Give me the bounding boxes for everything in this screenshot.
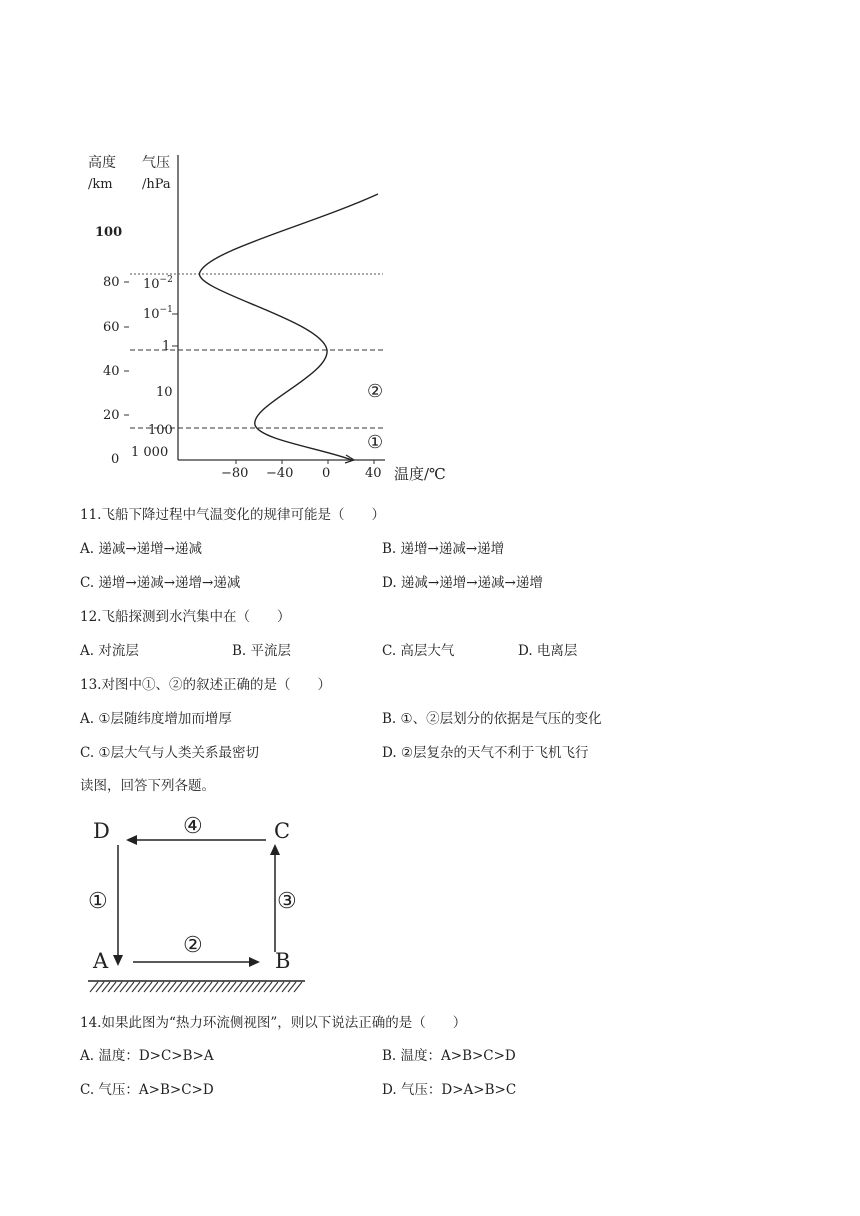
pressure-tick-10: 10 <box>156 385 173 400</box>
q11-option-c[interactable]: C. 递增→递减→递增→递减 <box>80 575 241 591</box>
height-tick-20: 20 <box>103 408 120 423</box>
q13-option-b[interactable]: B. ①、②层划分的依据是气压的变化 <box>382 711 602 727</box>
temp-tick-0: 0 <box>322 466 331 481</box>
question-13-stem: 13.对图中①、②的叙述正确的是（ ） <box>80 677 331 693</box>
question-14-stem: 14.如果此图为“热力环流侧视图”，则以下说法正确的是（ ） <box>80 1015 467 1031</box>
q13-option-a[interactable]: A. ①层随纬度增加而增厚 <box>80 711 232 727</box>
q11-option-b[interactable]: B. 递增→递减→递增 <box>382 541 505 557</box>
temp-tick-40: 40 <box>365 466 382 481</box>
q11-option-a[interactable]: A. 递减→递增→递减 <box>80 541 202 557</box>
layer-marker-2: ② <box>367 381 384 402</box>
q12-option-d[interactable]: D. 电离层 <box>518 643 578 659</box>
q12-option-b[interactable]: B. 平流层 <box>232 643 292 659</box>
corner-b: B <box>275 949 291 973</box>
pressure-axis-title-line2: /hPa <box>142 177 171 192</box>
corner-d: D <box>93 819 110 843</box>
temperature-curve <box>199 194 378 460</box>
corner-c: C <box>274 819 291 843</box>
pressure-tick-1e-2: $10^{-2}$ <box>143 275 173 292</box>
pressure-axis-title-line1: 气压 <box>142 155 170 171</box>
height-tick-60: 60 <box>103 320 120 335</box>
atmosphere-structure-figure <box>78 145 470 490</box>
question-11-stem: 11.飞船下降过程中气温变化的规律可能是（ ） <box>80 507 385 523</box>
height-tick-80: 80 <box>103 275 120 290</box>
arrow-label-2: ② <box>183 933 203 958</box>
q12-option-c[interactable]: C. 高层大气 <box>382 643 455 659</box>
arrow-label-1: ① <box>88 889 108 914</box>
height-tick-40: 40 <box>103 364 120 379</box>
q14-option-c[interactable]: C. 气压：A>B>C>D <box>80 1082 214 1098</box>
q11-option-d[interactable]: D. 递减→递增→递减→递增 <box>382 575 543 591</box>
height-tick-100: 100 <box>95 225 123 240</box>
thermal-circulation-figure <box>82 808 310 998</box>
q12-option-a[interactable]: A. 对流层 <box>80 643 139 659</box>
arrow-label-3: ③ <box>277 889 297 914</box>
layer-marker-1: ① <box>367 432 384 453</box>
q14-option-d[interactable]: D. 气压：D>A>B>C <box>382 1082 517 1098</box>
height-axis-title-line1: 高度 <box>88 155 116 171</box>
question-12-stem: 12.飞船探测到水汽集中在（ ） <box>80 609 291 625</box>
pressure-tick-100: 100 <box>148 423 173 438</box>
q14-option-b[interactable]: B. 温度：A>B>C>D <box>382 1048 516 1064</box>
pressure-tick-1: 1 <box>162 339 171 354</box>
q13-option-d[interactable]: D. ②层复杂的天气不利于飞机飞行 <box>382 745 589 761</box>
q14-option-a[interactable]: A. 温度：D>C>B>A <box>80 1048 214 1064</box>
arrow-label-4: ④ <box>183 814 203 839</box>
pressure-tick-1e-1: $10^{-1}$ <box>143 305 173 322</box>
temp-tick-minus40: −40 <box>266 466 294 481</box>
reading-instruction: 读图，回答下列各题。 <box>80 778 215 794</box>
corner-a: A <box>93 949 109 973</box>
temp-tick-minus80: −80 <box>221 466 249 481</box>
pressure-tick-1000: 1 000 <box>131 445 169 460</box>
temperature-axis-title: 温度/℃ <box>394 465 446 483</box>
q13-option-c[interactable]: C. ①层大气与人类关系最密切 <box>80 745 260 761</box>
ground-hatching <box>90 982 302 992</box>
height-axis-title-line2: /km <box>88 177 113 192</box>
height-tick-0: 0 <box>111 452 120 467</box>
